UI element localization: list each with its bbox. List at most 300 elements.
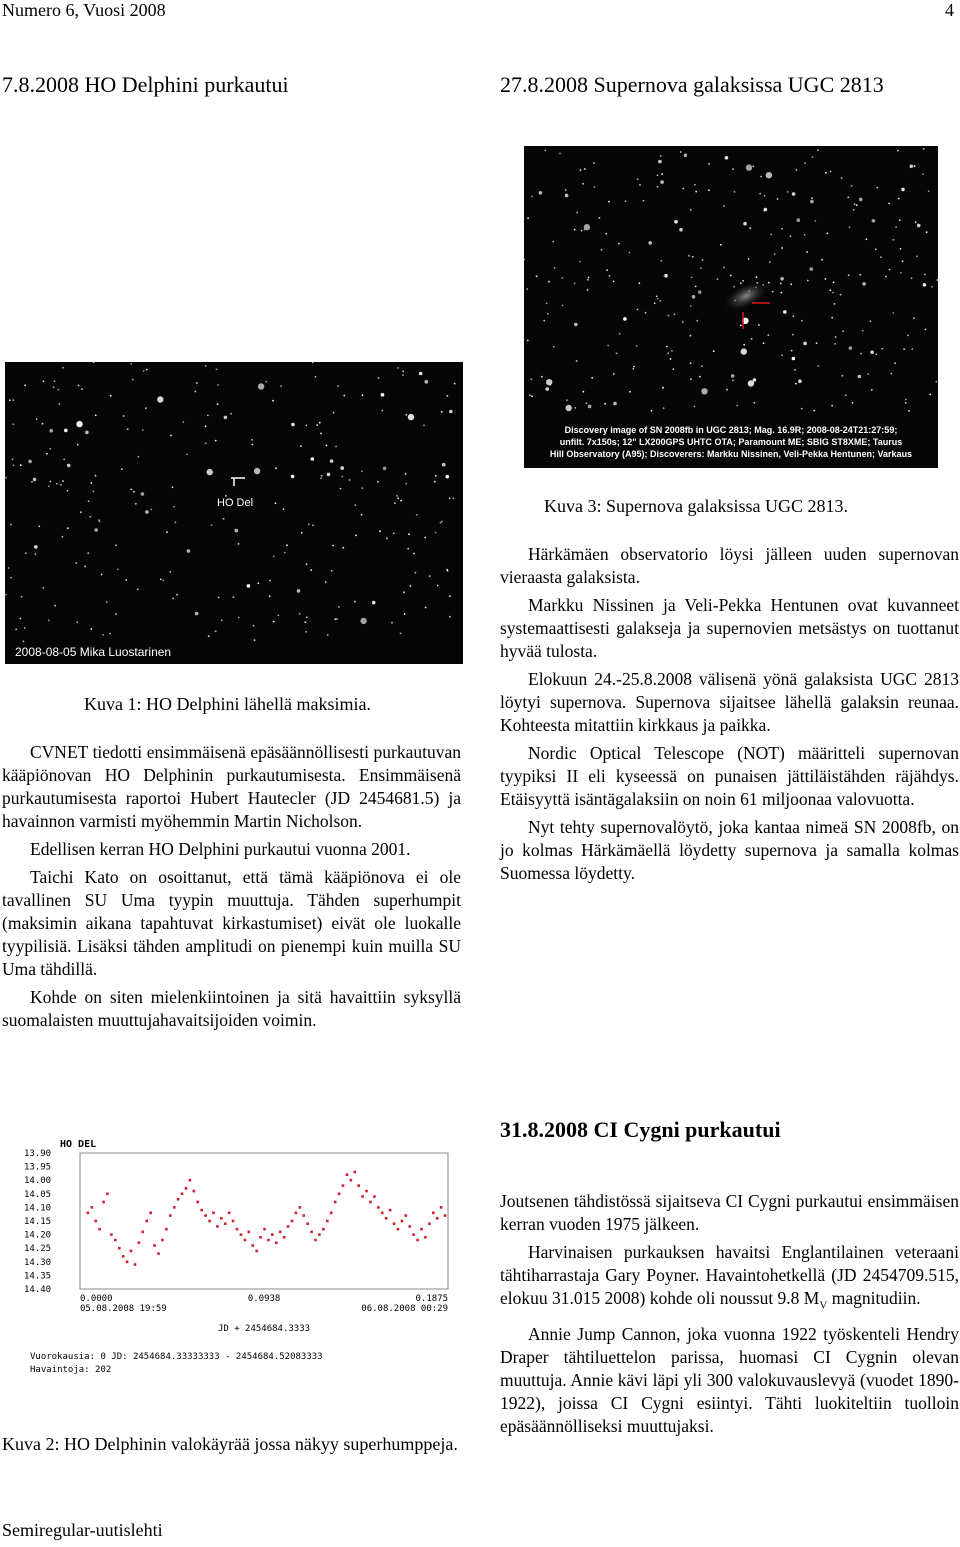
star: [746, 164, 752, 170]
star: [661, 173, 663, 175]
star: [781, 292, 783, 294]
data-point: [342, 1184, 345, 1187]
star: [5, 594, 7, 596]
data-point: [306, 1222, 309, 1225]
star: [684, 154, 688, 158]
star: [449, 616, 451, 618]
star: [760, 176, 762, 178]
star: [327, 634, 329, 636]
data-point: [236, 1228, 239, 1231]
star: [49, 481, 51, 483]
data-point: [200, 1209, 203, 1212]
star: [657, 175, 659, 177]
star: [95, 414, 97, 416]
star: [809, 267, 813, 271]
y-tick-label: 14.05: [24, 1189, 52, 1200]
star: [254, 639, 256, 641]
data-point: [142, 1231, 145, 1234]
star: [660, 180, 664, 184]
data-point: [405, 1214, 408, 1217]
star: [397, 497, 399, 499]
star: [63, 459, 65, 461]
star: [133, 491, 135, 493]
star: [825, 172, 827, 174]
data-point: [428, 1222, 431, 1225]
star: [613, 402, 617, 406]
star: [208, 635, 210, 637]
star: [625, 200, 627, 202]
star: [110, 395, 112, 397]
star: [115, 613, 117, 615]
star: [682, 188, 684, 190]
star: [141, 492, 145, 496]
star: [917, 224, 921, 228]
star: [306, 616, 308, 618]
star: [859, 274, 861, 276]
star: [403, 591, 405, 593]
star: [123, 415, 125, 417]
star: [405, 473, 407, 475]
star: [415, 572, 417, 574]
star: [446, 475, 450, 479]
star: [404, 613, 406, 615]
star: [354, 504, 356, 506]
star: [253, 625, 255, 627]
star: [862, 282, 866, 286]
star: [48, 619, 50, 621]
star: [682, 321, 684, 323]
star: [67, 490, 69, 492]
star: [372, 601, 376, 605]
star: [172, 486, 174, 488]
star: [806, 251, 808, 253]
star: [58, 403, 60, 405]
star: [531, 395, 533, 397]
star: [821, 259, 823, 261]
ci-paragraph-1: Joutsenen tähdistössä sijaitseva CI Cygni purkautui ensimmäisen kerran vuoden 1975 jälkeen.: [500, 1191, 959, 1234]
star: [717, 278, 719, 280]
star: [852, 402, 854, 404]
star: [742, 280, 744, 282]
star: [732, 380, 734, 382]
star: [529, 394, 531, 396]
star: [781, 247, 783, 249]
star: [829, 289, 831, 291]
star: [831, 405, 833, 407]
star: [559, 153, 561, 155]
star: [587, 289, 589, 291]
data-point: [153, 1244, 156, 1247]
star: [796, 169, 798, 171]
plot-frame: [80, 1153, 448, 1289]
data-point: [302, 1214, 305, 1217]
star: [756, 276, 758, 278]
star: [310, 569, 312, 571]
star: [565, 194, 567, 196]
star: [211, 524, 213, 526]
star: [849, 226, 851, 228]
star: [257, 582, 259, 584]
star: [732, 168, 734, 170]
star: [835, 336, 837, 338]
star: [536, 275, 538, 277]
star: [300, 445, 302, 447]
star: [700, 267, 702, 269]
star: [858, 375, 862, 379]
data-point: [232, 1220, 235, 1223]
star: [205, 442, 207, 444]
star: [194, 391, 196, 393]
star: [424, 537, 426, 539]
right-paragraph-4: Nordic Optical Telescope (NOT) määritteli supernovan tyypiksi II eli kyseessä on punaisen jättiläistähden räjähdys. Etäisyyttä isäntägalaksiin on noin 61 miljoonaa valovuotta.: [500, 743, 959, 809]
star: [813, 410, 815, 412]
star: [48, 485, 50, 487]
star: [24, 627, 26, 629]
star: [619, 333, 621, 335]
star: [544, 150, 546, 152]
star: [378, 377, 380, 379]
right-paragraph-1: Härkämäen observatorio löysi jälleen uuden supernovan vieraasta galaksista.: [500, 544, 959, 587]
star: [911, 348, 913, 350]
star: [299, 613, 301, 615]
star: [792, 192, 796, 196]
data-point: [377, 1206, 380, 1209]
star: [393, 533, 395, 535]
data-point: [157, 1252, 160, 1255]
star: [679, 228, 683, 232]
star: [25, 552, 27, 554]
star: [449, 595, 451, 597]
star: [115, 544, 117, 546]
data-point: [114, 1239, 117, 1242]
star: [663, 407, 665, 409]
starfield-image: [524, 146, 938, 468]
star: [8, 567, 10, 569]
star: [781, 355, 783, 357]
star: [613, 373, 615, 375]
star: [931, 286, 933, 288]
data-point: [165, 1228, 168, 1231]
star: [915, 221, 917, 223]
star: [842, 375, 844, 377]
data-point: [259, 1236, 262, 1239]
star: [769, 261, 771, 263]
star: [221, 619, 223, 621]
star: [425, 607, 427, 609]
y-tick-label: 14.15: [24, 1217, 52, 1227]
star: [792, 357, 796, 361]
star: [419, 372, 423, 376]
star: [449, 410, 453, 414]
data-point: [185, 1187, 188, 1190]
star: [410, 585, 412, 587]
star: [633, 366, 635, 368]
data-point: [110, 1233, 113, 1236]
star: [186, 454, 188, 456]
y-tick-label: 13.95: [24, 1162, 52, 1173]
star: [657, 298, 659, 300]
star: [308, 523, 310, 525]
star: [130, 363, 132, 365]
right-article-title: 27.8.2008 Supernova galaksissa UGC 2813: [500, 72, 884, 97]
star: [195, 612, 199, 616]
star: [645, 312, 647, 314]
star: [780, 283, 782, 285]
star: [527, 217, 529, 219]
star: [333, 412, 335, 414]
star: [383, 467, 387, 471]
data-point: [338, 1193, 341, 1196]
star: [638, 282, 640, 284]
star: [660, 155, 662, 157]
data-point: [385, 1217, 388, 1220]
data-point: [228, 1212, 231, 1215]
data-point: [267, 1239, 270, 1242]
star: [42, 423, 44, 425]
star: [594, 186, 596, 188]
star: [320, 433, 322, 435]
star: [856, 204, 858, 206]
star: [913, 317, 915, 319]
star: [834, 343, 836, 345]
star: [763, 210, 765, 212]
star: [354, 601, 356, 603]
discovery-line-2: unfilt. 7x150s; 12" LX200GPS UHTC OTA; Paramount ME; SBIG ST8XME; Taurus: [559, 437, 903, 447]
star: [286, 544, 288, 546]
star: [341, 476, 343, 478]
x-tick-label: 0.0938: [247, 1294, 281, 1304]
y-tick-label: 14.20: [24, 1230, 52, 1241]
data-point: [189, 1179, 192, 1182]
star: [733, 286, 735, 288]
star: [795, 383, 797, 385]
star: [618, 243, 620, 245]
data-point: [318, 1233, 321, 1236]
star: [437, 585, 439, 587]
star: [109, 633, 111, 635]
star: [94, 528, 98, 532]
star: [33, 478, 37, 482]
star: [62, 480, 64, 482]
y-tick-label: 14.30: [24, 1257, 52, 1268]
star: [362, 394, 364, 396]
data-point: [224, 1222, 227, 1225]
star: [574, 229, 576, 231]
star: [235, 529, 239, 533]
data-point: [212, 1212, 215, 1215]
star: [305, 425, 307, 427]
data-point: [204, 1214, 207, 1217]
star: [62, 536, 64, 538]
star: [218, 597, 220, 599]
star: [132, 379, 134, 381]
star: [831, 317, 833, 319]
star: [797, 218, 801, 222]
data-point: [314, 1239, 317, 1242]
star: [872, 219, 876, 223]
star: [337, 385, 339, 387]
star: [106, 601, 108, 603]
star: [876, 187, 878, 189]
ci-paragraph-2-tail: magnitudiin.: [827, 1288, 921, 1308]
star: [662, 387, 664, 389]
star: [923, 148, 925, 150]
star: [582, 391, 584, 393]
star: [587, 279, 589, 281]
star: [588, 405, 592, 409]
data-point: [106, 1193, 109, 1196]
star: [849, 346, 853, 350]
star: [38, 526, 40, 528]
star: [336, 618, 338, 620]
star: [825, 278, 827, 280]
star: [605, 233, 607, 235]
star: [554, 267, 556, 269]
star: [524, 259, 525, 261]
star: [435, 475, 437, 477]
data-point: [134, 1263, 137, 1266]
star: [926, 231, 928, 233]
right-paragraph-3: Elokuun 24.-25.8.2008 välisenä yönä galaksista UGC 2813 löytyi supernova. Supernova sijaitsee lähellä galaksin reunaa. Kohteesta mitattiin kirkkaus ja paikka.: [500, 669, 959, 735]
star: [46, 453, 48, 455]
star: [832, 292, 834, 294]
star: [900, 248, 902, 250]
star: [667, 352, 669, 354]
star: [35, 553, 37, 555]
star: [892, 312, 894, 314]
chart-footer-line: Vuorokausia: 0 JD: 2454684.33333333 - 2454684.52083333: [30, 1352, 323, 1362]
star: [224, 416, 228, 420]
star: [377, 481, 379, 483]
star: [394, 502, 396, 504]
data-point: [361, 1195, 364, 1198]
star: [541, 376, 543, 378]
data-point: [244, 1239, 247, 1242]
star: [734, 191, 736, 193]
star: [407, 548, 409, 550]
star: [753, 402, 755, 404]
star: [343, 395, 345, 397]
star: [93, 362, 95, 363]
star: [777, 198, 779, 200]
star: [922, 173, 924, 175]
star: [562, 305, 564, 307]
data-point: [295, 1212, 298, 1215]
star: [725, 156, 729, 160]
star: [853, 209, 855, 211]
star: [565, 189, 567, 191]
star: [936, 381, 938, 383]
star: [748, 380, 754, 386]
star: [34, 545, 38, 549]
star: [23, 640, 25, 642]
star: [232, 596, 234, 598]
star: [616, 352, 618, 354]
star: [15, 629, 17, 631]
star: [57, 389, 59, 391]
star: [332, 545, 334, 547]
left-paragraph-4: Kohde on siten mielenkiintoinen ja sitä havaittiin syksyllä suomalaisten muuttujahavaitsijoiden voimin.: [2, 987, 461, 1030]
data-point: [130, 1250, 133, 1253]
star: [150, 509, 152, 511]
data-point: [393, 1222, 396, 1225]
star: [696, 320, 698, 322]
data-point: [401, 1220, 404, 1223]
star: [157, 396, 163, 402]
star: [408, 533, 410, 535]
y-tick-label: 14.10: [24, 1203, 52, 1214]
data-point: [397, 1228, 400, 1231]
star: [10, 577, 12, 579]
star: [591, 377, 593, 379]
data-point: [271, 1233, 274, 1236]
star: [895, 226, 897, 228]
star: [215, 630, 217, 632]
data-point: [350, 1179, 353, 1182]
chart-footer-line: Havaintoja: 202: [30, 1365, 112, 1375]
star: [807, 280, 809, 282]
star: [526, 288, 528, 290]
star: [860, 353, 862, 355]
issue-header: Numero 6, Vuosi 2008: [2, 0, 166, 20]
star: [774, 253, 776, 255]
star: [574, 283, 576, 285]
star: [442, 463, 446, 467]
star: [49, 429, 53, 433]
star: [914, 165, 916, 167]
star: [907, 335, 909, 337]
star: [870, 321, 872, 323]
star: [176, 594, 178, 596]
star: [910, 165, 914, 169]
star: [748, 258, 750, 260]
star: [400, 633, 402, 635]
star: [584, 229, 586, 231]
star: [905, 399, 907, 401]
ci-paragraph-3: Annie Jump Cannon, joka vuonna 1922 työskenteli Hendry Draper tähtiluettelon parissa, huomasi CI Cygnin olevan muuttuja. Annie kävi läpi yli 300 valokuvauslevyä (vuodet 1890-1922), joissa CI Cygni esiintyi. Tähti luokiteltiin tuolloin epäsäännölliseksi muuttujaksi.: [500, 1323, 959, 1436]
star: [848, 274, 850, 276]
star: [31, 481, 33, 483]
star: [881, 348, 883, 350]
data-point: [310, 1231, 313, 1234]
star: [196, 382, 198, 384]
star: [275, 502, 277, 504]
star: [130, 489, 132, 491]
star: [284, 552, 286, 554]
data-point: [87, 1212, 90, 1215]
star: [870, 350, 874, 354]
star: [9, 399, 11, 401]
star: [12, 423, 14, 425]
star: [885, 276, 887, 278]
star: [305, 631, 307, 633]
star: [903, 348, 905, 350]
star: [798, 379, 802, 383]
data-point: [424, 1236, 427, 1239]
star: [36, 418, 38, 420]
star: [900, 272, 902, 274]
star: [670, 358, 672, 360]
star: [291, 423, 295, 427]
ci-paragraph-2: [500, 1241, 959, 1318]
star: [584, 168, 586, 170]
star: [405, 414, 407, 416]
star: [607, 345, 609, 347]
data-point: [255, 1250, 258, 1253]
data-point: [369, 1201, 372, 1204]
y-tick-label: 14.35: [24, 1271, 52, 1282]
star: [654, 302, 656, 304]
